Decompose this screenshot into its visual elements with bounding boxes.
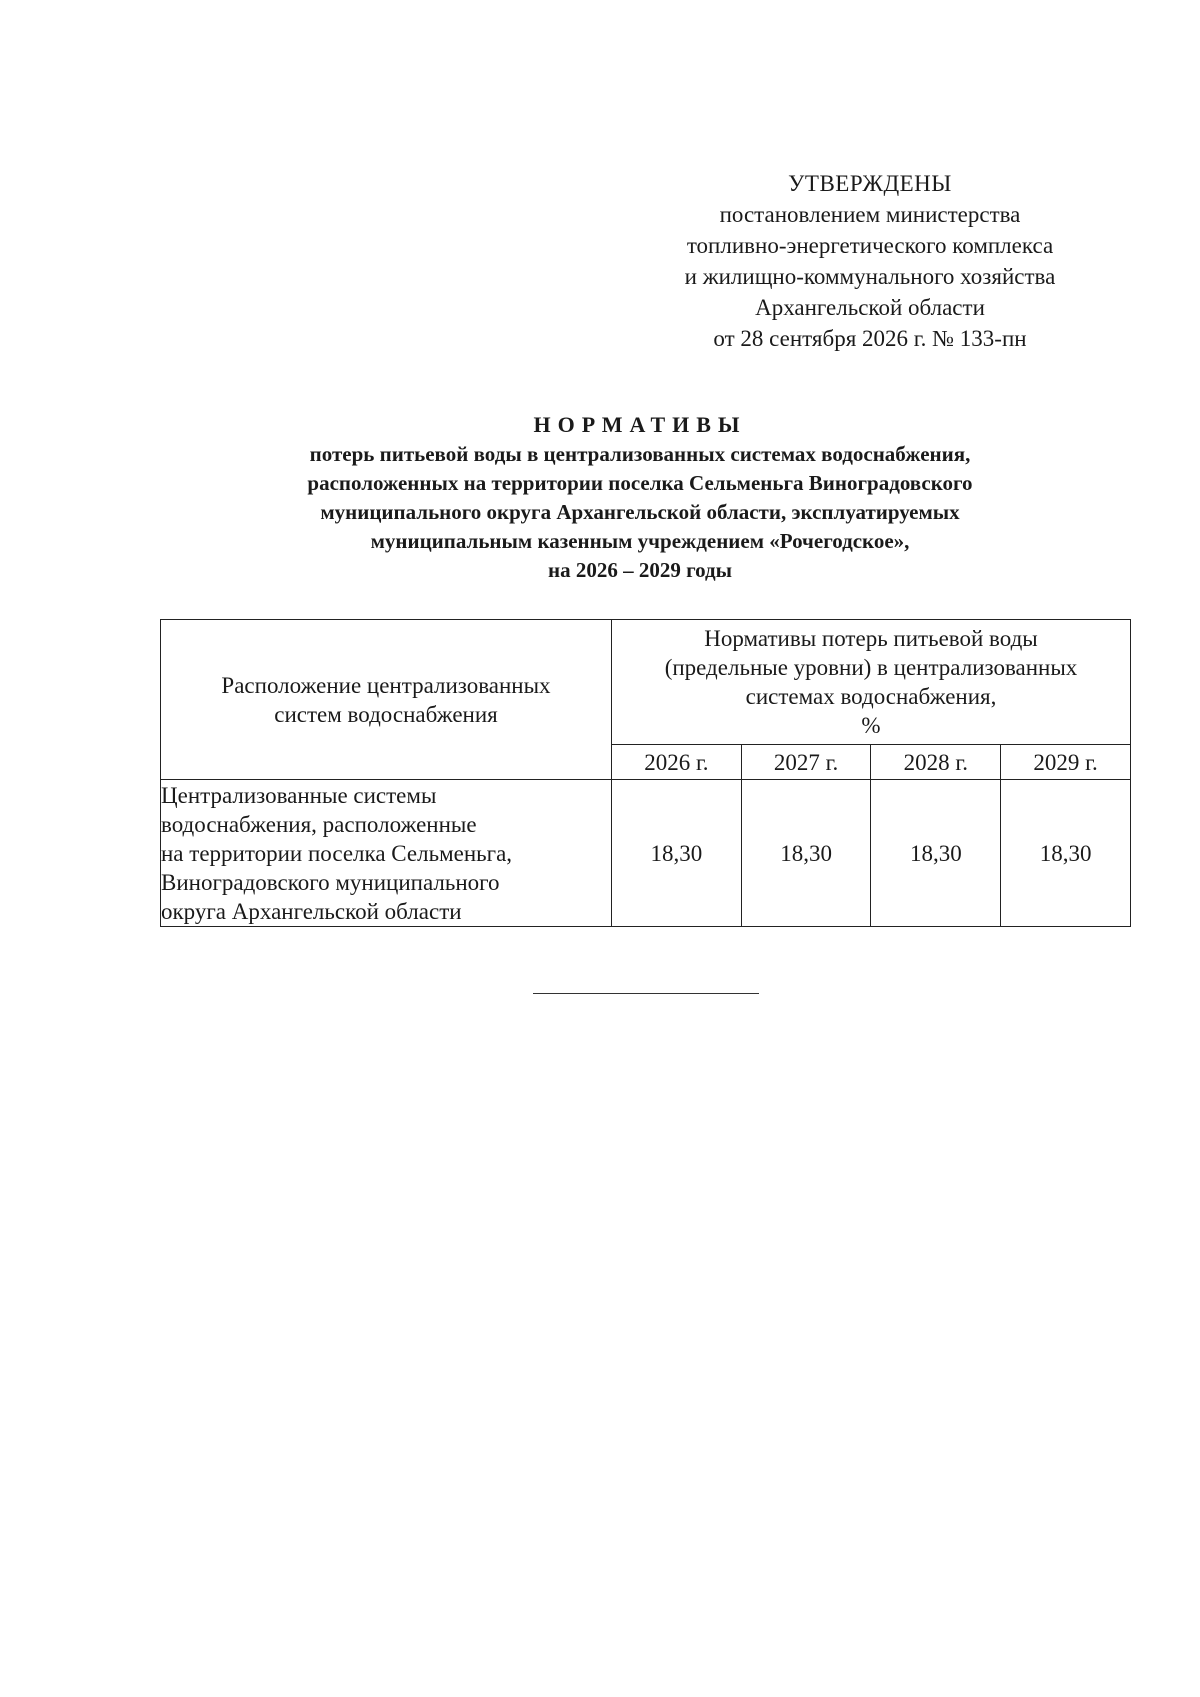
location-line: Централизованные системы [161,782,437,808]
value-cell-2028: 18,30 [871,780,1001,927]
location-line: на территории поселка Сельменьга, [161,840,513,866]
document-subtitle-line: на 2026 – 2029 годы [547,558,733,582]
approval-line: Архангельской области [755,295,985,320]
document-subtitle-line: муниципальным казенным учреждением «Рочегодское», [370,529,910,553]
document-subtitle-line: расположенных на территории поселка Сельменьга Виноградовского [307,471,973,495]
header-line: Нормативы потерь питьевой воды [704,626,1038,651]
location-column-header [161,620,612,780]
value-cell-2026: 18,30 [612,780,742,927]
document-title-block [140,410,1140,585]
year-header: 2028 г. [871,745,1001,780]
header-line: систем водоснабжения [274,701,498,727]
year-header: 2027 г. [741,745,871,780]
table-row [161,780,1131,927]
location-cell [161,780,612,927]
norms-table [160,619,1131,927]
approval-line: и жилищно-коммунального хозяйства [684,264,1056,289]
header-line: Расположение централизованных [221,672,551,698]
document-title: НОРМАТИВЫ [533,412,747,437]
approval-date-number: от 28 сентября 2026 г. № 133-пн [713,326,1027,351]
document-subtitle-line: муниципального округа Архангельской области, эксплуатируемых [320,500,960,524]
header-line: (предельные уровни) в централизованных [664,655,1078,680]
value-cell-2027: 18,30 [741,780,871,927]
approval-line: топливно-энергетического комплекса [686,233,1054,258]
norms-column-header [612,620,1131,745]
table-header-row [161,620,1131,745]
location-line: водоснабжения, расположенные [161,811,477,837]
header-line: системах водоснабжения, [745,684,997,709]
year-header: 2029 г. [1001,745,1131,780]
end-of-document-rule [533,993,759,994]
approval-line: постановлением министерства [719,202,1021,227]
location-line: Виноградовского муниципального [161,869,500,895]
approval-heading: УТВЕРЖДЕНЫ [788,171,952,196]
approval-stamp-block [620,168,1120,354]
location-line: округа Архангельской области [161,898,462,924]
document-subtitle-line: потерь питьевой воды в централизованных системах водоснабжения, [309,442,971,466]
year-header: 2026 г. [612,745,742,780]
value-cell-2029: 18,30 [1001,780,1131,927]
header-unit: % [861,713,881,738]
